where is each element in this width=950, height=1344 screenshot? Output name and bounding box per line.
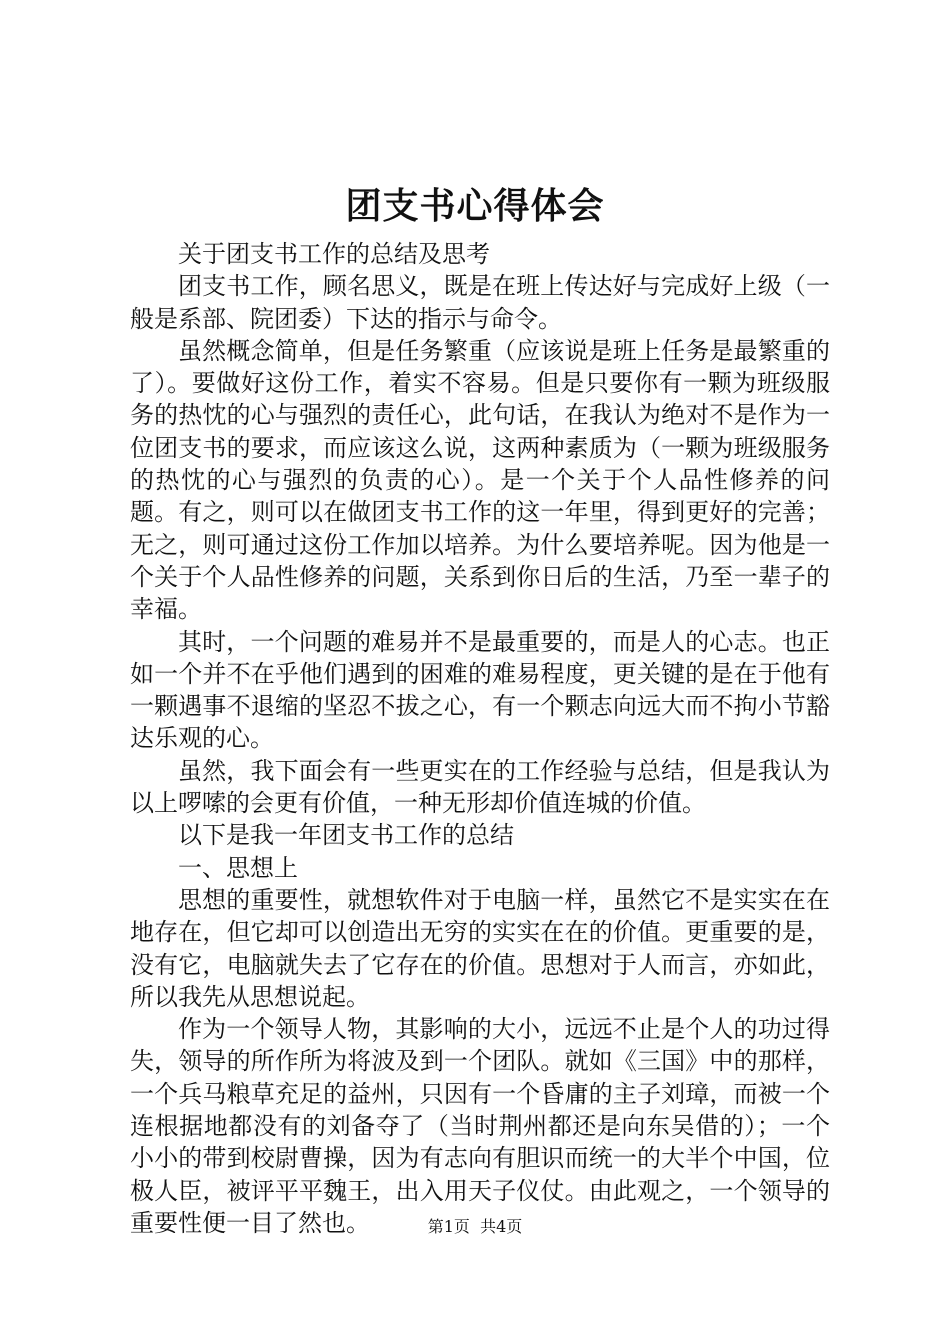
document-title: 团支书心得体会 (345, 185, 605, 227)
paragraph: 虽然，我下面会有一些更实在的工作经验与总结，但是我认为以上啰嗦的会更有价值，一种无形却价值连城的价值。 (130, 756, 830, 818)
footer-separator (470, 1217, 480, 1236)
paragraph: 其时，一个问题的难易并不是最重要的，而是人的心志。也正如一个并不在乎他们遇到的困难的难易程度，更关键的是在于他有一颗遇事不退缩的坚忍不拔之心，有一个颗志向远大而不拘小节豁达乐观的心。 (130, 627, 830, 753)
paragraph: 思想的重要性，就想软件对于电脑一样，虽然它不是实实在在地存在，但它却可以创造出无穷的实实在在的价值。更重要的是，没有它，电脑就失去了它存在的价值。思想对于人而言，亦如此，所以我先从思想说起。 (130, 885, 830, 1011)
paragraph: 关于团支书工作的总结及思考 (178, 240, 490, 268)
page-number: 第1页 (427, 1217, 470, 1236)
page-footer (0, 1215, 950, 1239)
paragraph: 团支书工作，顾名思义，既是在班上传达好与完成好上级（一般是系部、院团委）下达的指示与命令。 (130, 272, 830, 333)
paragraph: 作为一个领导人物，其影响的大小，远远不止是个人的功过得失，领导的所作所为将波及到一个团队。就如《三国》中的那样，一个兵马粮草充足的益州，只因有一个昏庸的主子刘璋，而被一个连根据地都没有的刘备夺了（当时荆州都还是向东吴借的）；一个小小的带到校尉曹操，因为有志向有胆识而统一的大半个中国，位极人臣，被评平平魏王，出入用天子仪仗。由此观之，一个领导的重要性便一目了然也。 (130, 1015, 830, 1237)
document-body (130, 238, 830, 1239)
page-total: 共4页 (480, 1217, 523, 1236)
paragraph: 一、思想上 (178, 853, 298, 882)
paragraph: 以下是我一年团支书工作的总结 (178, 821, 514, 850)
paragraph: 虽然概念简单，但是任务繁重（应该说是班上任务是最繁重的了）。要做好这份工作，着实不容易。但是只要你有一颗为班级服务的热忱的心与强烈的责任心，此句话，在我认为绝对不是作为一位团支书的要求，而应该这么说，这两种素质为（一颗为班级服务的热忱的心与强烈的负责的心）。是一个关于个人品性修养的问题。有之，则可以在做团支书工作的这一年里，得到更好的完善；无之，则可通过这份工作加以培养。为什么要培养呢。因为他是一个关于个人品性修养的问题，关系到你日后的生活，乃至一辈子的幸福。 (130, 336, 830, 624)
